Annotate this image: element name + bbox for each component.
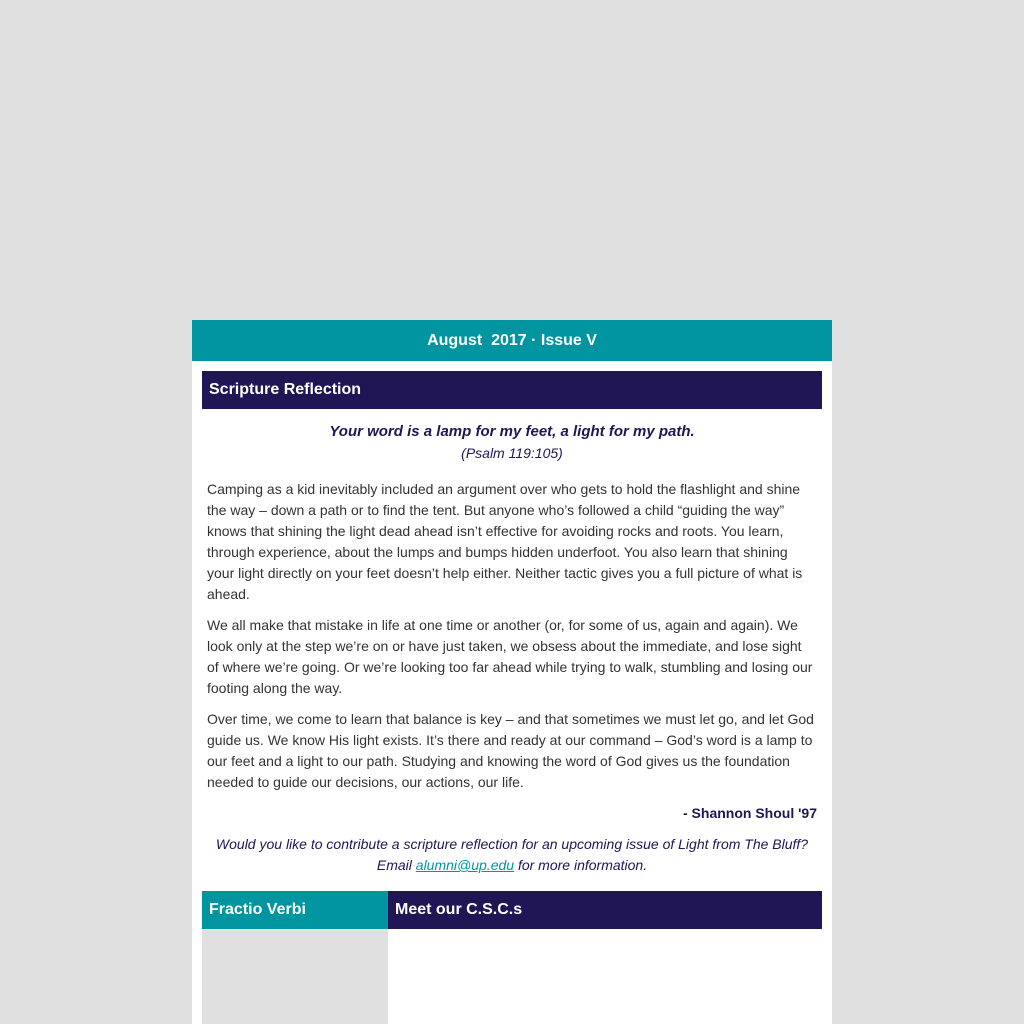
reflection-body	[192, 463, 832, 793]
invite-suffix: for more information.	[514, 857, 648, 873]
contribute-invite	[192, 834, 832, 876]
bottom-columns	[202, 891, 822, 1024]
verse-text: Your word is a lamp for my feet, a light for my path.	[329, 423, 695, 440]
reflection-paragraph: Camping as a kid inevitably included an argument over who gets to hold the flashlight and shine the way – down a path or to find the tent. But anyone who’s followed a child “guiding the way” knows that shining the light dead ahead isn’t effective for avoiding rocks and roots. You learn, through experience, about the lumps and bumps hidden underfoot. You also learn that shining your light directly on your feet doesn’t help either. Neither tactic gives you a full picture of what is ahead.	[207, 481, 803, 602]
meet-cscs-column	[388, 891, 822, 1024]
reflection-paragraph: We all make that mistake in life at one time or another (or, for some of us, again and again). We look only at the step we’re on or have just taken, we obsess about the immediate, and lose sight of where we’re going. Or we’re looking too far ahead while trying to walk, stumbling and losing our footing along the way.	[207, 617, 813, 696]
invite-line: Would you like to contribute a scripture reflection for an upcoming issue of Light from The Bluff?	[215, 836, 809, 852]
issue-title: August 2017 · Issue V	[192, 320, 832, 361]
fractio-verbi-header: Fractio Verbi	[202, 891, 388, 929]
meet-cscs-header: Meet our C.S.C.s	[388, 891, 822, 929]
author-signature: - Shannon Shoul '97	[683, 805, 817, 821]
fractio-verbi-column	[202, 891, 388, 1024]
invite-email-line	[202, 855, 822, 876]
email-link[interactable]: alumni@up.edu	[415, 857, 515, 873]
invite-prefix: Email	[376, 857, 416, 873]
reflection-paragraph: Over time, we come to learn that balance is key – and that sometimes we must let go, and let God guide us. We know His light exists. It’s there and ready at our command – God’s word is a lamp to our feet and a light to our path. Studying and knowing the word of God gives us the foundation needed to guide our decisions, our actions, our life.	[207, 711, 814, 790]
verse-block	[192, 421, 832, 463]
verse-reference: (Psalm 119:105)	[461, 445, 563, 461]
newsletter	[192, 320, 832, 1024]
scripture-reflection-header: Scripture Reflection	[202, 371, 822, 409]
